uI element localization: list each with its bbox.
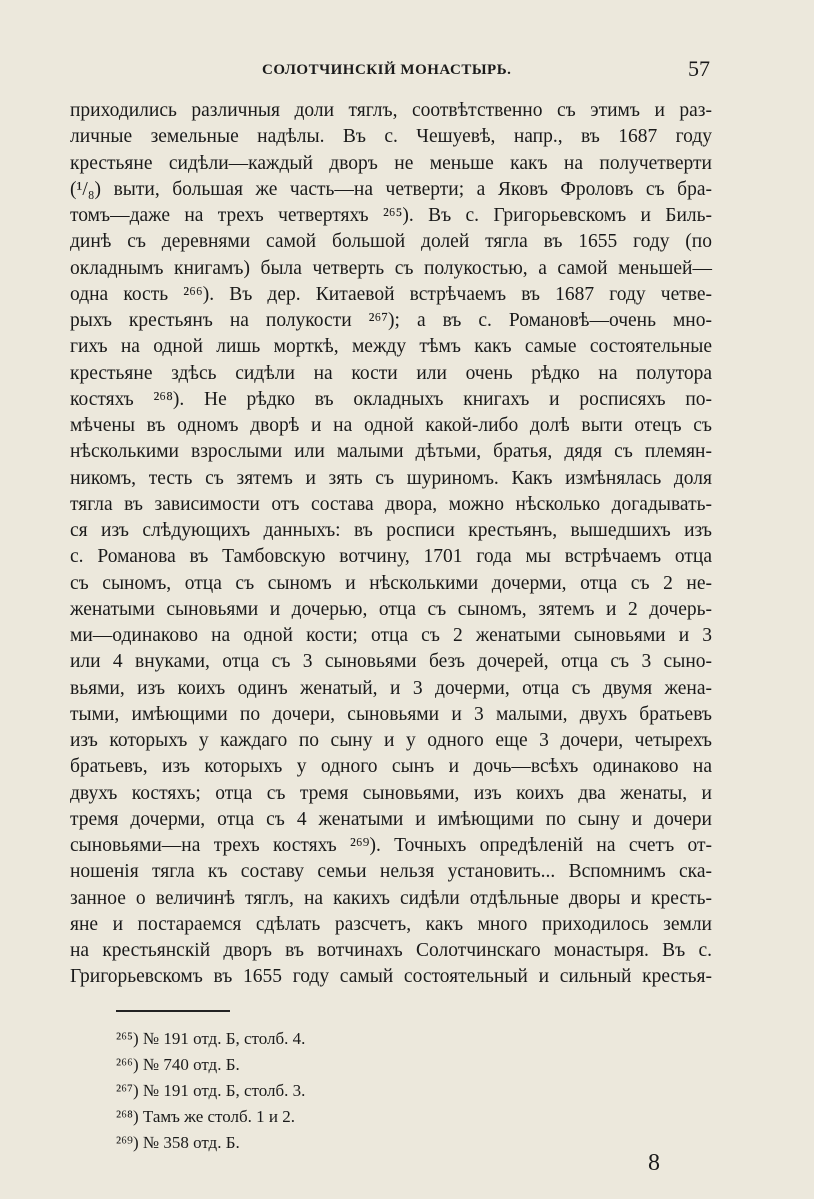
text-line: никомъ, тесть съ зятемъ и зять съ шуриномъ. Какъ измѣнялась доля [70,467,712,489]
footnote-separator-rule [116,1010,230,1012]
text-line: братьевъ, изъ которыхъ у одного сынъ и дочь—всѣхъ одинаково на [70,756,712,778]
footnote: ²⁶⁷) № 191 отд. Б, столб. 3. [116,1081,306,1100]
text-line: ношенія тягла къ составу семьи нельзя установить... Вспомнимъ ска- [70,861,712,883]
text-line: крестьяне здѣсь сидѣли на кости или очень рѣдко на полутора [70,362,712,384]
text-line: тягла въ зависимости отъ состава двора, можно нѣсколько догадывать- [70,493,712,515]
text-line: нѣсколькими взрослыми или малыми дѣтьми, братья, дядя съ племян- [70,441,712,463]
text-line: (¹/₈) выти, большая же часть—на четверти; а Яковъ Фроловъ съ бра- [70,178,712,200]
text-line: гихъ на одной лишь морткѣ, между тѣмъ какъ самые состоятельные [70,336,712,358]
running-header-title: СОЛОТЧИНСКІЙ МОНАСТЫРЬ. [262,62,512,78]
text-line: яне и постараемся сдѣлать разсчетъ, какъ много приходилось земли [70,913,712,935]
text-line: или 4 внуками, отца съ 3 сыновьями безъ дочерей, отца съ 3 сыно- [70,651,712,673]
text-line: съ сыномъ, отца съ сыномъ и нѣсколькими дочерми, отца съ 2 не- [70,572,712,594]
signature-number: 8 [648,1150,660,1176]
text-line: приходились различныя доли тяглъ, соотвѣтственно съ этимъ и раз- [70,100,712,121]
main-body-text [70,98,712,991]
text-line: женатыми сыновьями и дочерью, отца съ сыномъ, зятемъ и 2 дочерь- [70,598,712,620]
text-line: на крестьянскій дворъ въ вотчинахъ Солотчинскаго монастыря. Въ с. [70,940,712,961]
text-line: окладнымъ книгамъ) была четверть съ полукостью, а самой меньшей— [70,257,712,279]
footnotes-block [116,1026,305,1156]
text-line: двухъ костяхъ; отца съ тремя сыновьями, изъ коихъ два женаты, и [70,782,712,804]
page-number: 57 [688,56,710,81]
text-line: Григорьевскомъ въ 1655 году самый состоятельный и сильный крестья- [70,966,712,988]
footnote: ²⁶⁹) № 358 отд. Б. [116,1133,240,1152]
text-line: тремя дочерми, отца съ 4 женатыми и имѣющими по сыну и дочери [70,808,712,830]
text-line: тыми, имѣющими по дочери, сыновьями и 3 малыми, двухъ братьевъ [70,703,712,725]
footnote: ²⁶⁸) Тамъ же столб. 1 и 2. [116,1107,295,1126]
text-line: крестьяне сидѣли—каждый дворъ не меньше какъ на получетверти [70,152,712,174]
text-line: одна кость ²⁶⁶). Въ дер. Китаевой встрѣчаемъ въ 1687 году четве- [70,283,712,305]
text-line: личные земельные надѣлы. Въ с. Чешуевѣ, напр., въ 1687 году [70,126,712,148]
text-line: мѣчены въ одномъ дворѣ и на одной какой-либо долѣ выти отецъ съ [70,415,712,436]
text-line: изъ которыхъ у каждаго по сыну и у одного еще 3 дочери, четырехъ [70,730,712,751]
text-line: с. Романова въ Тамбовскую вотчину, 1701 года мы встрѣчаемъ отца [70,546,712,568]
text-line: вьями, изъ коихъ одинъ женатый, и 3 дочерми, отца съ двумя жена- [70,677,712,699]
text-line: занное о величинѣ тяглъ, на какихъ сидѣли отдѣльные дворы и кресть- [70,887,712,909]
text-line: рыхъ крестьянъ на полукости ²⁶⁷); а въ с. Романовѣ—очень мно- [70,310,712,331]
text-line: томъ—даже на трехъ четвертяхъ ²⁶⁵). Въ с. Григорьевскомъ и Биль- [70,205,712,226]
text-line: динѣ съ деревнями самой большой долей тягла въ 1655 году (по [70,231,712,253]
text-line: ми—одинаково на одной кости; отца съ 2 женатыми сыновьями и 3 [70,625,712,646]
text-line: сыновьями—на трехъ костяхъ ²⁶⁹). Точныхъ опредѣленій на счетъ от- [70,835,712,856]
text-line: костяхъ ²⁶⁸). Не рѣдко въ окладныхъ книгахъ и росписяхъ по- [70,388,712,410]
footnote: ²⁶⁶) № 740 отд. Б. [116,1055,240,1074]
footnote: ²⁶⁵) № 191 отд. Б, столб. 4. [116,1029,306,1048]
text-line: ся изъ слѣдующихъ данныхъ: въ росписи крестьянъ, вышедшихъ изъ [70,520,712,541]
